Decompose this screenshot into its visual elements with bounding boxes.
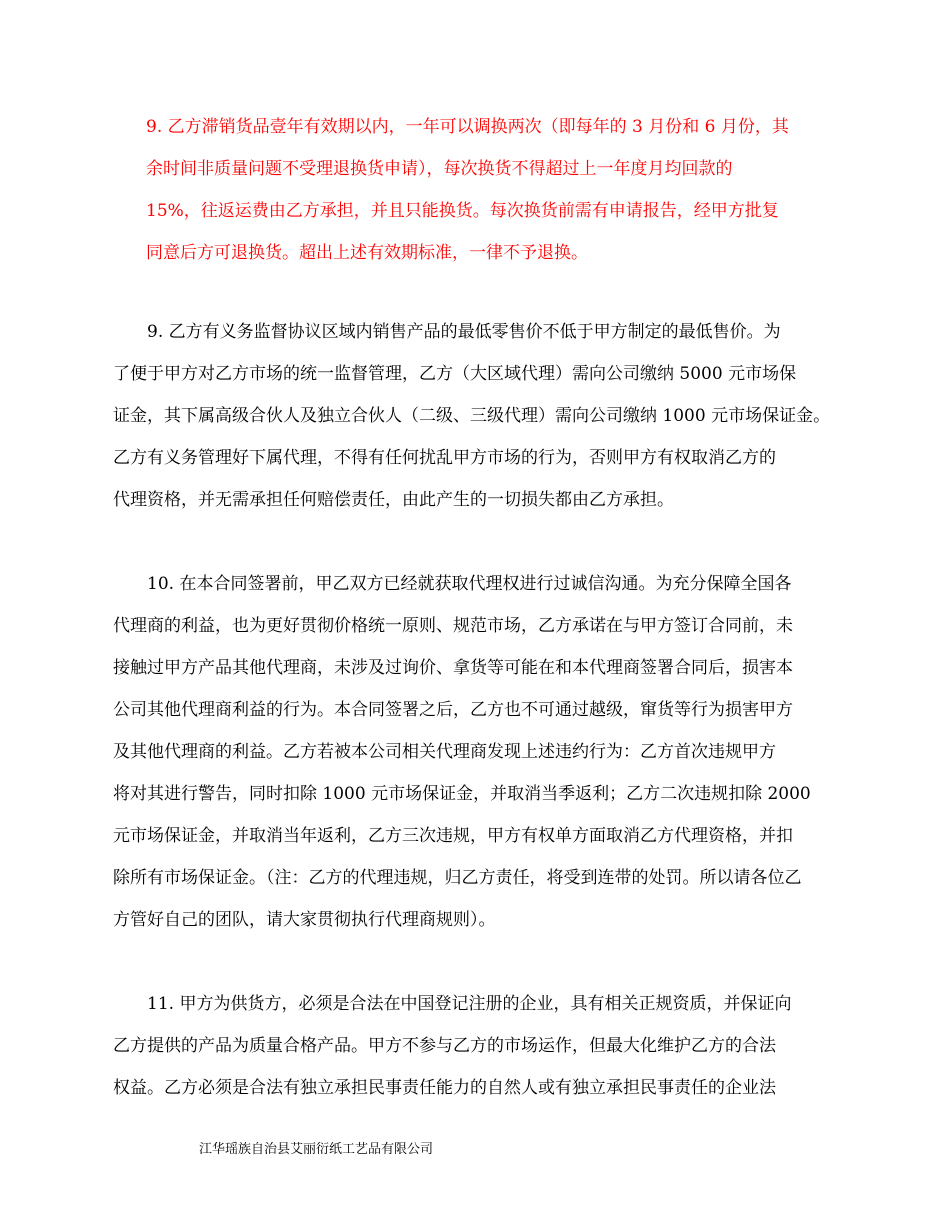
- paragraph-line: 代理商的利益，也为更好贯彻价格统一原则、规范市场，乙方承诺在与甲方签订合同前，未: [113, 616, 793, 636]
- paragraph-line: 权益。乙方必须是合法有独立承担民事责任能力的自然人或有独立承担民事责任的企业法: [113, 1078, 776, 1098]
- paragraph-line: 乙方提供的产品为质量合格产品。甲方不参与乙方的市场运作，但最大化维护乙方的合法: [113, 1036, 776, 1056]
- clause-9-pricing-paragraph: [113, 311, 845, 521]
- paragraph-line: 11. 甲方为供货方，必须是合法在中国登记注册的企业，具有相关正规资质，并保证向: [147, 994, 792, 1014]
- paragraph-line: 15%，往返运费由乙方承担，并且只能换货。每次换货前需有申请报告，经甲方批复: [146, 201, 779, 221]
- paragraph-line: 及其他代理商的利益。乙方若被本公司相关代理商发现上述违约行为：乙方首次违规甲方: [113, 742, 776, 762]
- clause-11-paragraph: [113, 983, 845, 1109]
- paragraph-line: 了便于甲方对乙方市场的统一监督管理，乙方（大区域代理）需向公司缴纳 5000 元市场保: [113, 364, 797, 384]
- paragraph-line: 元市场保证金，并取消当年返利，乙方三次违规，甲方有权单方面取消乙方代理资格，并扣: [113, 826, 793, 846]
- paragraph-line: 余时间非质量问题不受理退换货申请），每次换货不得超过上一年度月均回款的: [146, 159, 733, 179]
- paragraph-line: 除所有市场保证金。（注：乙方的代理违规，归乙方责任，将受到连带的处罚。所以请各位乙: [113, 868, 802, 888]
- paragraph-line: 公司其他代理商利益的行为。本合同签署之后，乙方也不可通过越级，窜货等行为损害甲方: [113, 700, 793, 720]
- clause-9-returns-paragraph: [146, 106, 846, 274]
- clause-10-paragraph: [113, 563, 845, 941]
- paragraph-line: 10. 在本合同签署前，甲乙双方已经就获取代理权进行过诚信沟通。为充分保障全国各: [147, 574, 792, 594]
- paragraph-line: 代理资格，并无需承担任何赔偿责任，由此产生的一切损失都由乙方承担。: [113, 490, 674, 510]
- paragraph-line: 9. 乙方滞销货品壹年有效期以内，一年可以调换两次（即每年的 3 月份和 6 月份，其: [146, 117, 789, 137]
- paragraph-line: 方管好自己的团队，请大家贯彻执行代理商规则）。: [113, 910, 496, 930]
- paragraph-line: 接触过甲方产品其他代理商，未涉及过询价、拿货等可能在和本代理商签署合同后，损害本: [113, 658, 793, 678]
- paragraph-line: 9. 乙方有义务监督协议区域内销售产品的最低零售价不低于甲方制定的最低售价。为: [147, 322, 781, 342]
- paragraph-line: 乙方有义务管理好下属代理，不得有任何扰乱甲方市场的行为，否则甲方有权取消乙方的: [113, 448, 776, 468]
- paragraph-line: 将对其进行警告，同时扣除 1000 元市场保证金，并取消当季返利；乙方二次违规扣除 2000: [113, 784, 811, 804]
- paragraph-line: 同意后方可退换货。超出上述有效期标准，一律不予退换。: [146, 243, 588, 263]
- page-footer-company-name: 江华瑶族自治县艾丽衍纸工艺品有限公司: [199, 1142, 434, 1157]
- paragraph-line: 证金，其下属高级合伙人及独立合伙人（二级、三级代理）需向公司缴纳 1000 元市场保证金。: [113, 406, 831, 426]
